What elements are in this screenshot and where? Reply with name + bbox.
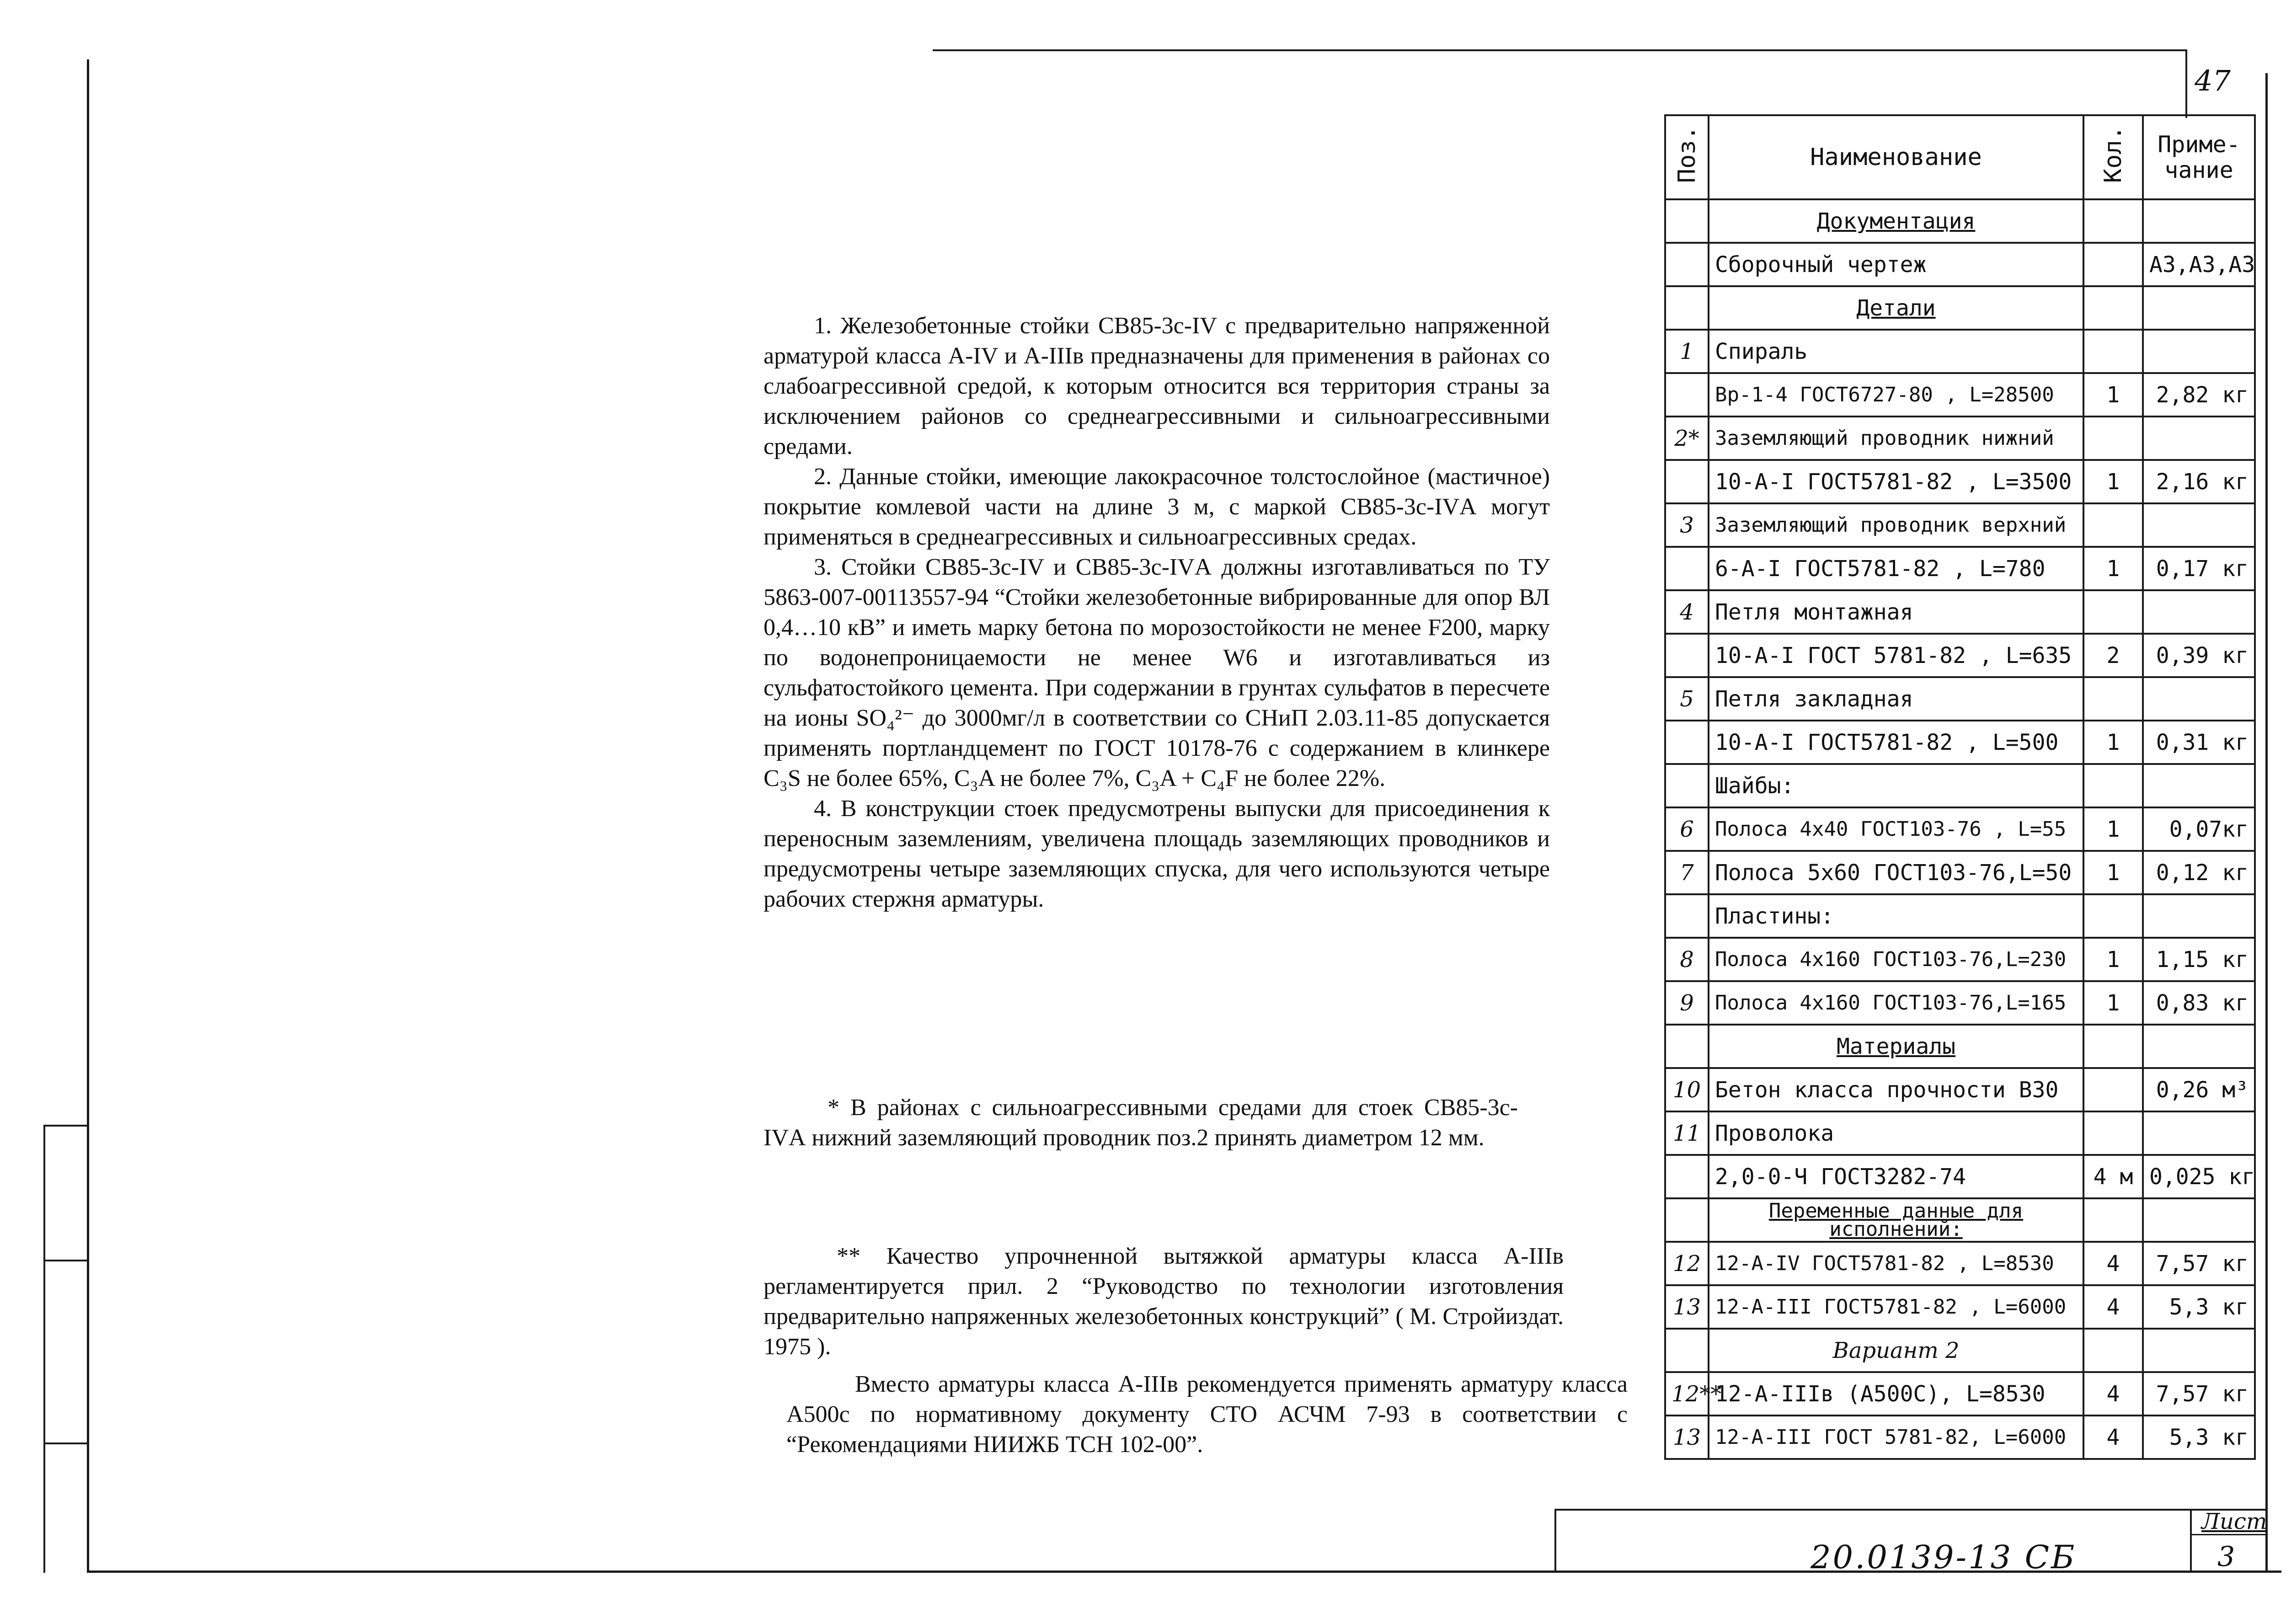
- row-qty: [2083, 894, 2143, 938]
- row-pos: 1: [1665, 330, 1709, 373]
- binding-strip: [43, 1125, 45, 1573]
- row-pos: [1665, 1025, 1709, 1068]
- frame-right-border: [2265, 73, 2268, 1573]
- row-note: 7,57 кг: [2143, 1242, 2255, 1285]
- row-pos: [1665, 460, 1709, 503]
- title-block-sheet-divider: [2190, 1509, 2192, 1573]
- row-qty: 2: [2083, 634, 2143, 677]
- row-name: Шайбы:: [1709, 764, 2083, 807]
- row-qty: [2083, 503, 2143, 547]
- table-row: [1665, 590, 2255, 634]
- table-row: [1665, 330, 2255, 373]
- row-pos: 4: [1665, 590, 1709, 634]
- row-pos: 13: [1665, 1416, 1709, 1459]
- row-pos: [1665, 547, 1709, 590]
- row-qty: 4: [2083, 1242, 2143, 1285]
- row-name: Переменные данные для исполнений:: [1709, 1198, 2083, 1242]
- row-name: 10-А-I ГОСТ5781-82 , L=3500: [1709, 460, 2083, 503]
- table-row: [1665, 981, 2255, 1025]
- note-3: 3. Стойки СВ85-3с-IV и СВ85-3с-IVА должны изготавливаться по ТУ 5863-007-00113557-94 “Стойки железобетонные вибрированные для опор ВЛ 0,4…10 кВ” и иметь марку бетона по морозостойкости не менее F200, марку по водонепроницаемости не менее W6 и изготавливаться из сульфатостойкого цемента. При содержании в грунтах сульфатов в пересчете на ионы SO₄²⁻ до 3000мг/л в соответствии со СНиП 2.03.11-85 допускается применять портландцемент по ГОСТ 10178-76 с содержанием в клинкере C₃S не более 65%, C₃A не более 7%, C₃A + C₄F не более 22%.: [764, 554, 1550, 791]
- row-pos: 5: [1665, 677, 1709, 721]
- row-qty: 1: [2083, 460, 2143, 503]
- table-row: [1665, 243, 2255, 286]
- table-row: [1665, 938, 2255, 981]
- binding-tick-1: [43, 1125, 89, 1127]
- row-qty: 1: [2083, 938, 2143, 981]
- row-name: 12-А-IIIв (А500С), L=8530: [1709, 1372, 2083, 1416]
- row-note: [2143, 1198, 2255, 1242]
- row-note: 0,07кг: [2143, 807, 2255, 851]
- row-note: [2143, 677, 2255, 721]
- row-qty: [2083, 330, 2143, 373]
- row-pos: [1665, 1155, 1709, 1198]
- table-row: [1665, 1285, 2255, 1329]
- row-pos: 2*: [1665, 417, 1709, 460]
- header-note: Приме-чание: [2143, 115, 2255, 199]
- row-name: Документация: [1709, 199, 2083, 243]
- notes-block: [764, 311, 1550, 914]
- row-note: [2143, 503, 2255, 547]
- row-note: 2,82 кг: [2143, 373, 2255, 417]
- row-qty: 4 м: [2083, 1155, 2143, 1198]
- row-pos: [1665, 1198, 1709, 1242]
- row-note: [2143, 417, 2255, 460]
- footnote-2-block: [764, 1241, 1564, 1362]
- row-note: [2143, 286, 2255, 330]
- row-note: [2143, 1329, 2255, 1372]
- row-name: Заземляющий проводник верхний: [1709, 503, 2083, 547]
- header-name: Наименование: [1709, 115, 2083, 199]
- row-qty: 1: [2083, 851, 2143, 894]
- specification-table: [1664, 114, 2256, 1460]
- note-2: 2. Данные стойки, имеющие лакокрасочное толстослойное (мастичное) покрытие комлевой части на длине 3 м, с маркой СВ85-3с-IVА могут применяться в среднеагрессивных и сильноагрессивных средах.: [764, 464, 1550, 550]
- row-qty: [2083, 1068, 2143, 1111]
- row-note: А3,А3,А3: [2143, 243, 2255, 286]
- row-qty: [2083, 286, 2143, 330]
- row-name: Проволока: [1709, 1111, 2083, 1155]
- row-pos: 8: [1665, 938, 1709, 981]
- row-name: Материалы: [1709, 1025, 2083, 1068]
- row-note: [2143, 764, 2255, 807]
- row-note: 0,39 кг: [2143, 634, 2255, 677]
- binding-tick-3: [43, 1442, 89, 1444]
- row-pos: [1665, 764, 1709, 807]
- row-qty: 1: [2083, 981, 2143, 1025]
- row-name: Петля закладная: [1709, 677, 2083, 721]
- row-pos: 11: [1665, 1111, 1709, 1155]
- row-qty: [2083, 1025, 2143, 1068]
- row-note: 7,57 кг: [2143, 1372, 2255, 1416]
- sheet-label: Лист: [2201, 1509, 2267, 1534]
- header-pos: Поз.: [1665, 115, 1709, 199]
- table-row: [1665, 1242, 2255, 1285]
- row-note: 0,31 кг: [2143, 721, 2255, 764]
- row-pos: 13: [1665, 1285, 1709, 1329]
- row-pos: [1665, 894, 1709, 938]
- table-row: [1665, 503, 2255, 547]
- frame-top-line: [933, 49, 2185, 51]
- row-name: 12-А-III ГОСТ5781-82 , L=6000: [1709, 1285, 2083, 1329]
- row-note: [2143, 199, 2255, 243]
- row-pos: 7: [1665, 851, 1709, 894]
- row-qty: 1: [2083, 807, 2143, 851]
- table-header-row: [1665, 115, 2255, 199]
- table-row: [1665, 1111, 2255, 1155]
- row-name: Полоса 5х60 ГОСТ103-76,L=50: [1709, 851, 2083, 894]
- row-qty: 4: [2083, 1416, 2143, 1459]
- row-note: [2143, 1025, 2255, 1068]
- table-row: [1665, 373, 2255, 417]
- row-pos: [1665, 286, 1709, 330]
- row-name: Полоса 4х160 ГОСТ103-76,L=230: [1709, 938, 2083, 981]
- table-row: [1665, 286, 2255, 330]
- row-pos: 9: [1665, 981, 1709, 1025]
- table-row: [1665, 764, 2255, 807]
- row-name: Полоса 4х160 ГОСТ103-76,L=165: [1709, 981, 2083, 1025]
- row-name: Пластины:: [1709, 894, 2083, 938]
- row-name: Полоса 4х40 ГОСТ103-76 , L=55: [1709, 807, 2083, 851]
- row-name: 12-А-III ГОСТ 5781-82, L=6000: [1709, 1416, 2083, 1459]
- row-name: 10-А-I ГОСТ5781-82 , L=500: [1709, 721, 2083, 764]
- row-name: Вариант 2: [1709, 1329, 2083, 1372]
- table-row: [1665, 1372, 2255, 1416]
- table-row: [1665, 460, 2255, 503]
- row-note: [2143, 330, 2255, 373]
- footnote-3-block: [786, 1369, 1628, 1460]
- row-name: 2,0-0-Ч ГОСТ3282-74: [1709, 1155, 2083, 1198]
- table-row: [1665, 1068, 2255, 1111]
- footnote-3: Вместо арматуры класса А-IIIв рекомендуется применять арматуру класса А500с по нормативному документу СТО АСЧМ 7-93 в соответствии с “Рекомендациями НИИЖБ ТСН 102-00”.: [786, 1371, 1628, 1458]
- row-note: 0,26 м³: [2143, 1068, 2255, 1111]
- corner-box-left: [2185, 49, 2187, 118]
- row-pos: [1665, 1329, 1709, 1372]
- row-pos: 12**: [1665, 1372, 1709, 1416]
- title-block-top: [1554, 1509, 2268, 1511]
- row-name: Петля монтажная: [1709, 590, 2083, 634]
- row-name: 10-А-I ГОСТ 5781-82 , L=635: [1709, 634, 2083, 677]
- row-qty: 1: [2083, 547, 2143, 590]
- row-qty: [2083, 417, 2143, 460]
- row-qty: 4: [2083, 1372, 2143, 1416]
- frame-left-border: [87, 59, 89, 1573]
- row-pos: [1665, 721, 1709, 764]
- row-note: [2143, 894, 2255, 938]
- row-note: 2,16 кг: [2143, 460, 2255, 503]
- table-row: [1665, 721, 2255, 764]
- document-code: 20.0139-13 СБ: [1811, 1539, 2077, 1576]
- row-qty: [2083, 677, 2143, 721]
- footnote-1: * В районах с сильноагрессивными средами для стоек СВ85-3с-IVА нижний заземляющий проводник поз.2 принять диаметром 12 мм.: [764, 1095, 1518, 1151]
- row-qty: [2083, 1111, 2143, 1155]
- row-name: Бетон класса прочности В30: [1709, 1068, 2083, 1111]
- table-row: [1665, 807, 2255, 851]
- row-name: Заземляющий проводник нижний: [1709, 417, 2083, 460]
- row-note: 0,12 кг: [2143, 851, 2255, 894]
- row-pos: [1665, 243, 1709, 286]
- row-name: Вр-1-4 ГОСТ6727-80 , L=28500: [1709, 373, 2083, 417]
- header-qty: Кол.: [2083, 115, 2143, 199]
- row-qty: [2083, 1198, 2143, 1242]
- binding-tick-2: [43, 1260, 89, 1261]
- row-pos: [1665, 373, 1709, 417]
- row-qty: [2083, 199, 2143, 243]
- row-pos: 10: [1665, 1068, 1709, 1111]
- table-row: [1665, 1025, 2255, 1068]
- table-row: [1665, 677, 2255, 721]
- table-row: [1665, 634, 2255, 677]
- row-pos: [1665, 634, 1709, 677]
- row-note: 5,3 кг: [2143, 1416, 2255, 1459]
- row-note: [2143, 590, 2255, 634]
- row-qty: 4: [2083, 1285, 2143, 1329]
- row-note: [2143, 1111, 2255, 1155]
- table-row: [1665, 1329, 2255, 1372]
- row-name: Сборочный чертеж: [1709, 243, 2083, 286]
- row-qty: [2083, 1329, 2143, 1372]
- table-row: [1665, 1416, 2255, 1459]
- row-name: 6-А-I ГОСТ5781-82 , L=780: [1709, 547, 2083, 590]
- row-qty: 1: [2083, 721, 2143, 764]
- note-1: 1. Железобетонные стойки СВ85-3с-IV с предварительно напряженной арматурой класса А-IV и А-IIIв предназначены для применения в районах со слабоагрессивной средой, к которым относится вся территория страны за исключением районов со среднеагрессивными и сильноагрессивными средами.: [764, 313, 1550, 459]
- row-name: Спираль: [1709, 330, 2083, 373]
- row-pos: [1665, 199, 1709, 243]
- row-note: 0,025 кг: [2143, 1155, 2255, 1198]
- table-row: [1665, 1155, 2255, 1198]
- row-note: 5,3 кг: [2143, 1285, 2255, 1329]
- row-qty: [2083, 243, 2143, 286]
- footnote-2: ** Качество упрочненной вытяжкой арматуры класса А-IIIв регламентируется прил. 2 “Руководство по технологии изготовления предварительно напряженных железобетонных конструкций” ( М. Стройиздат. 1975 ).: [764, 1243, 1564, 1360]
- row-pos: 3: [1665, 503, 1709, 547]
- footnote-1-block: [764, 1093, 1518, 1153]
- table-row: [1665, 1198, 2255, 1242]
- note-4: 4. В конструкции стоек предусмотрены выпуски для присоединения к переносным заземлениям, увеличена площадь заземляющих проводников и предусмотрены четыре заземляющих спуска, для чего используются четыре рабочих стержня арматуры.: [764, 796, 1550, 912]
- row-name: Детали: [1709, 286, 2083, 330]
- sheet-no: 3: [2217, 1541, 2235, 1573]
- table-row: [1665, 417, 2255, 460]
- title-block-left: [1554, 1509, 1556, 1573]
- table-row: [1665, 199, 2255, 243]
- row-note: 1,15 кг: [2143, 938, 2255, 981]
- row-note: 0,17 кг: [2143, 547, 2255, 590]
- row-note: 0,83 кг: [2143, 981, 2255, 1025]
- row-qty: [2083, 590, 2143, 634]
- row-pos: 12: [1665, 1242, 1709, 1285]
- table-row: [1665, 547, 2255, 590]
- row-name: 12-А-IV ГОСТ5781-82 , L=8530: [1709, 1242, 2083, 1285]
- table-row: [1665, 851, 2255, 894]
- sheet-number: 47: [2195, 64, 2231, 97]
- row-qty: 1: [2083, 373, 2143, 417]
- table-row: [1665, 894, 2255, 938]
- row-pos: 6: [1665, 807, 1709, 851]
- row-qty: [2083, 764, 2143, 807]
